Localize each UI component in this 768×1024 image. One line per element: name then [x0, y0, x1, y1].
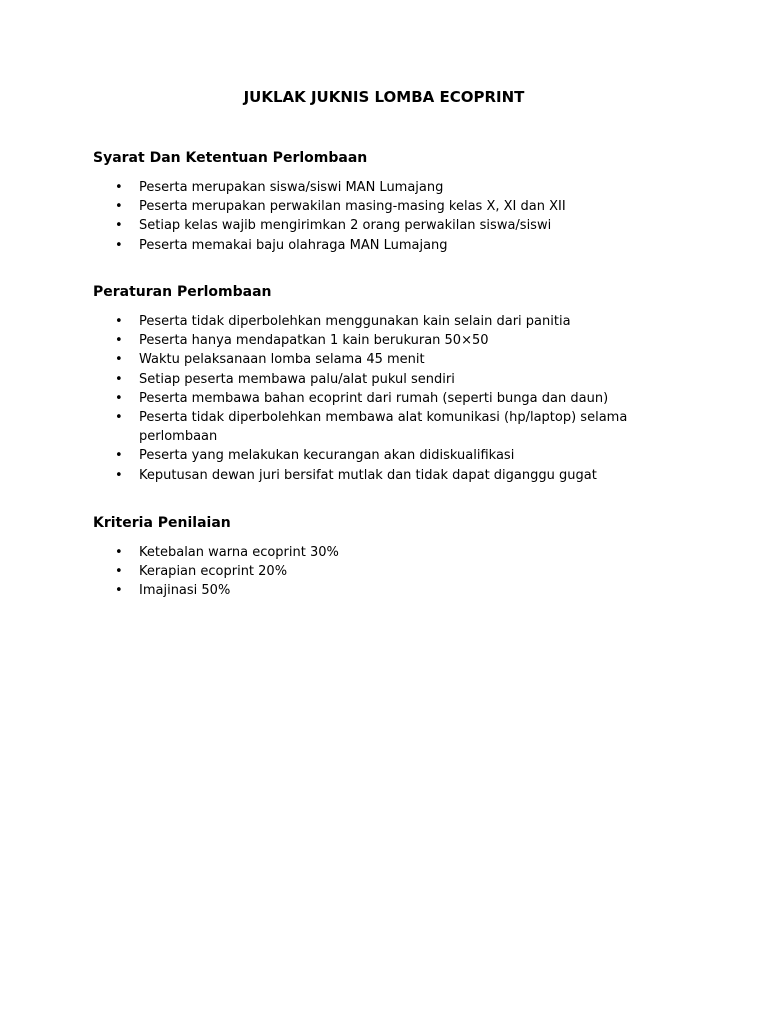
list-item-text: Peserta tidak diperbolehkan membawa alat komunikasi (hp/laptop) selama perlombaan	[139, 410, 628, 445]
list-item	[93, 350, 639, 369]
section-peraturan	[93, 283, 653, 485]
list-item-text: Peserta yang melakukan kecurangan akan didiskualifikasi	[139, 448, 515, 464]
list-item-text: Keputusan dewan juri bersifat mutlak dan tidak dapat diganggu gugat	[139, 467, 597, 483]
bullet-icon: •	[115, 352, 123, 368]
document-title: JUKLAK JUKNIS LOMBA ECOPRINT	[243, 88, 525, 106]
section-kriteria	[93, 514, 653, 601]
bullet-icon: •	[115, 410, 123, 426]
list-item	[93, 466, 639, 485]
list-item-text: Ketebalan warna ecoprint 30%	[139, 545, 339, 560]
list-item	[93, 216, 639, 235]
bullet-icon: •	[115, 371, 123, 387]
section-heading: Kriteria Penilaian	[93, 515, 231, 531]
section-syarat	[93, 149, 653, 255]
bullet-list	[93, 312, 653, 485]
bullet-icon: •	[115, 583, 123, 599]
bullet-icon: •	[115, 314, 123, 329]
list-item-text: Peserta membawa bahan ecoprint dari rumah (seperti bunga dan daun)	[139, 390, 609, 406]
list-item-text: Imajinasi 50%	[139, 583, 231, 599]
list-item-text: Peserta hanya mendapatkan 1 kain berukuran 50×50	[139, 333, 489, 349]
bullet-list	[93, 543, 653, 601]
list-item	[93, 408, 639, 446]
section-heading: Syarat Dan Ketentuan Perlombaan	[93, 150, 368, 166]
bullet-icon: •	[115, 333, 123, 349]
list-item	[93, 581, 639, 600]
section-heading: Peraturan Perlombaan	[93, 284, 272, 300]
list-item-text: Peserta merupakan perwakilan masing-masing kelas X, XI dan XII	[139, 199, 566, 215]
bullet-list	[93, 178, 653, 255]
list-item-text: Peserta memakai baju olahraga MAN Lumajang	[139, 237, 448, 253]
bullet-icon: •	[115, 448, 123, 464]
list-item	[93, 543, 639, 562]
bullet-icon: •	[115, 199, 123, 215]
bullet-icon: •	[115, 218, 123, 234]
bullet-icon: •	[115, 564, 123, 580]
list-item	[93, 562, 639, 581]
list-item	[93, 197, 639, 216]
list-item	[93, 178, 639, 197]
bullet-icon: •	[115, 390, 123, 406]
list-item-text: Kerapian ecoprint 20%	[139, 564, 288, 580]
list-item-text: Waktu pelaksanaan lomba selama 45 menit	[139, 352, 425, 368]
list-item-text: Peserta merupakan siswa/siswi MAN Lumajang	[139, 180, 444, 195]
list-item-text: Setiap kelas wajib mengirimkan 2 orang perwakilan siswa/siswi	[139, 218, 552, 234]
list-item	[93, 331, 639, 350]
list-item	[93, 446, 639, 465]
list-item	[93, 312, 639, 331]
list-item	[93, 389, 639, 408]
list-item	[93, 236, 639, 255]
list-item	[93, 370, 639, 389]
list-item-text: Setiap peserta membawa palu/alat pukul sendiri	[139, 371, 455, 387]
list-item-text: Peserta tidak diperbolehkan menggunakan kain selain dari panitia	[139, 314, 571, 329]
bullet-icon: •	[115, 180, 123, 195]
bullet-icon: •	[115, 467, 123, 483]
bullet-icon: •	[115, 545, 123, 560]
bullet-icon: •	[115, 237, 123, 253]
